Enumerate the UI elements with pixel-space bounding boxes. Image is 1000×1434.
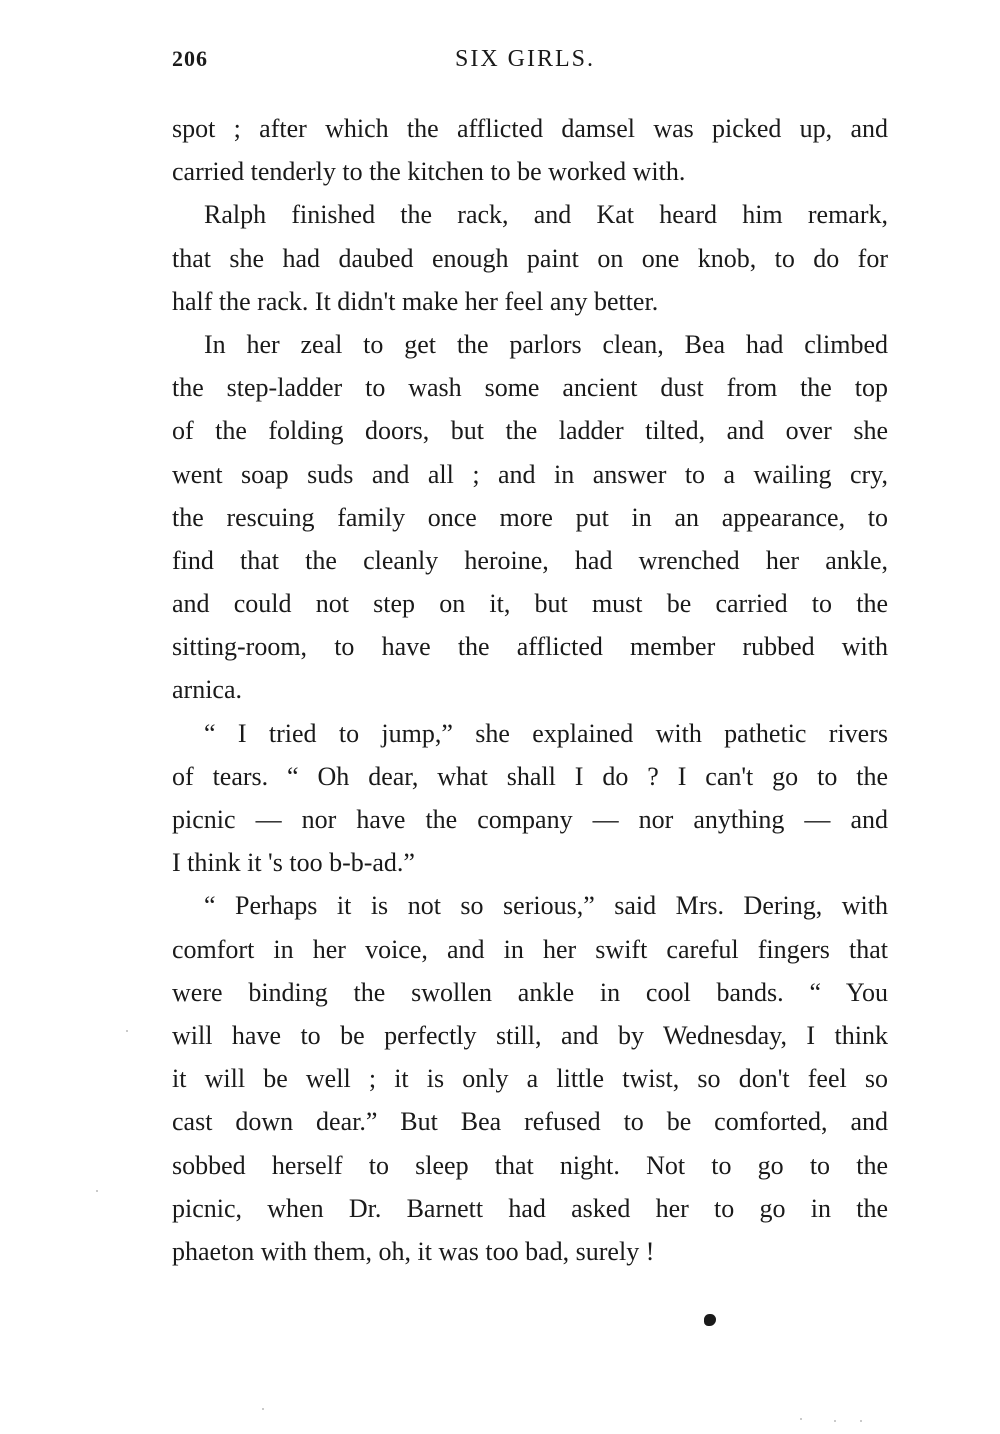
scan-speck xyxy=(126,1030,128,1032)
text-line: Ralph finished the rack, and Kat heard him remark, xyxy=(204,200,888,230)
text-line: will have to be perfectly still, and by Wednesday, I think xyxy=(172,1020,888,1050)
scan-speck xyxy=(262,1408,264,1410)
text-line: carried tenderly to the kitchen to be worked with. xyxy=(172,157,686,187)
text-line: of the folding doors, but the ladder tilted, and over she xyxy=(172,416,888,446)
text-line: spot ; after which the afflicted damsel was picked up, and xyxy=(172,114,888,143)
text-line: and could not step on it, but must be carried to the xyxy=(172,589,888,619)
page-number: 206 xyxy=(172,46,208,71)
text-line: it will be well ; it is only a little twist, so don't feel so xyxy=(172,1064,888,1094)
text-line: comfort in her voice, and in her swift careful fingers that xyxy=(172,934,888,964)
text-line: In her zeal to get the parlors clean, Bea had climbed xyxy=(204,329,888,359)
scan-speck xyxy=(860,1420,862,1422)
text-line: went soap suds and all ; and in answer to a wailing cry, xyxy=(172,459,888,489)
text-line: that she had daubed enough paint on one knob, to do for xyxy=(172,243,888,273)
text-line: sitting-room, to have the afflicted member rubbed with xyxy=(172,632,888,662)
text-line: cast down dear.” But Bea refused to be comforted, and xyxy=(172,1107,888,1137)
text-line: of tears. “ Oh dear, what shall I do ? I can't go to the xyxy=(172,761,888,791)
scan-speck xyxy=(800,1418,802,1420)
text-line: picnic — nor have the company — nor anything — and xyxy=(172,805,888,834)
text-line: “ Perhaps it is not so serious,” said Mrs. Dering, with xyxy=(204,891,888,921)
ink-mark xyxy=(704,1314,716,1326)
text-line: “ I tried to jump,” she explained with pathetic rivers xyxy=(204,718,888,748)
body-text xyxy=(172,107,888,1273)
scan-speck xyxy=(96,1190,98,1192)
scan-speck xyxy=(834,1420,836,1422)
text-line: phaeton with them, oh, it was too bad, surely ! xyxy=(172,1236,655,1266)
text-line: sobbed herself to sleep that night. Not to go to the xyxy=(172,1150,888,1180)
text-line: I think it 's too b-b-ad.” xyxy=(172,848,415,878)
text-line: were binding the swollen ankle in cool bands. “ You xyxy=(172,977,888,1007)
text-line: half the rack. It didn't make her feel any better. xyxy=(172,286,659,316)
text-line: the step-ladder to wash some ancient dust from the top xyxy=(172,373,888,403)
running-title: SIX GIRLS. xyxy=(455,46,596,72)
running-head xyxy=(172,46,888,80)
text-line: arnica. xyxy=(172,675,243,705)
text-line: the rescuing family once more put in an appearance, to xyxy=(172,502,888,532)
text-line: find that the cleanly heroine, had wrenched her ankle, xyxy=(172,545,888,575)
text-line: picnic, when Dr. Barnett had asked her to go in the xyxy=(172,1193,888,1223)
